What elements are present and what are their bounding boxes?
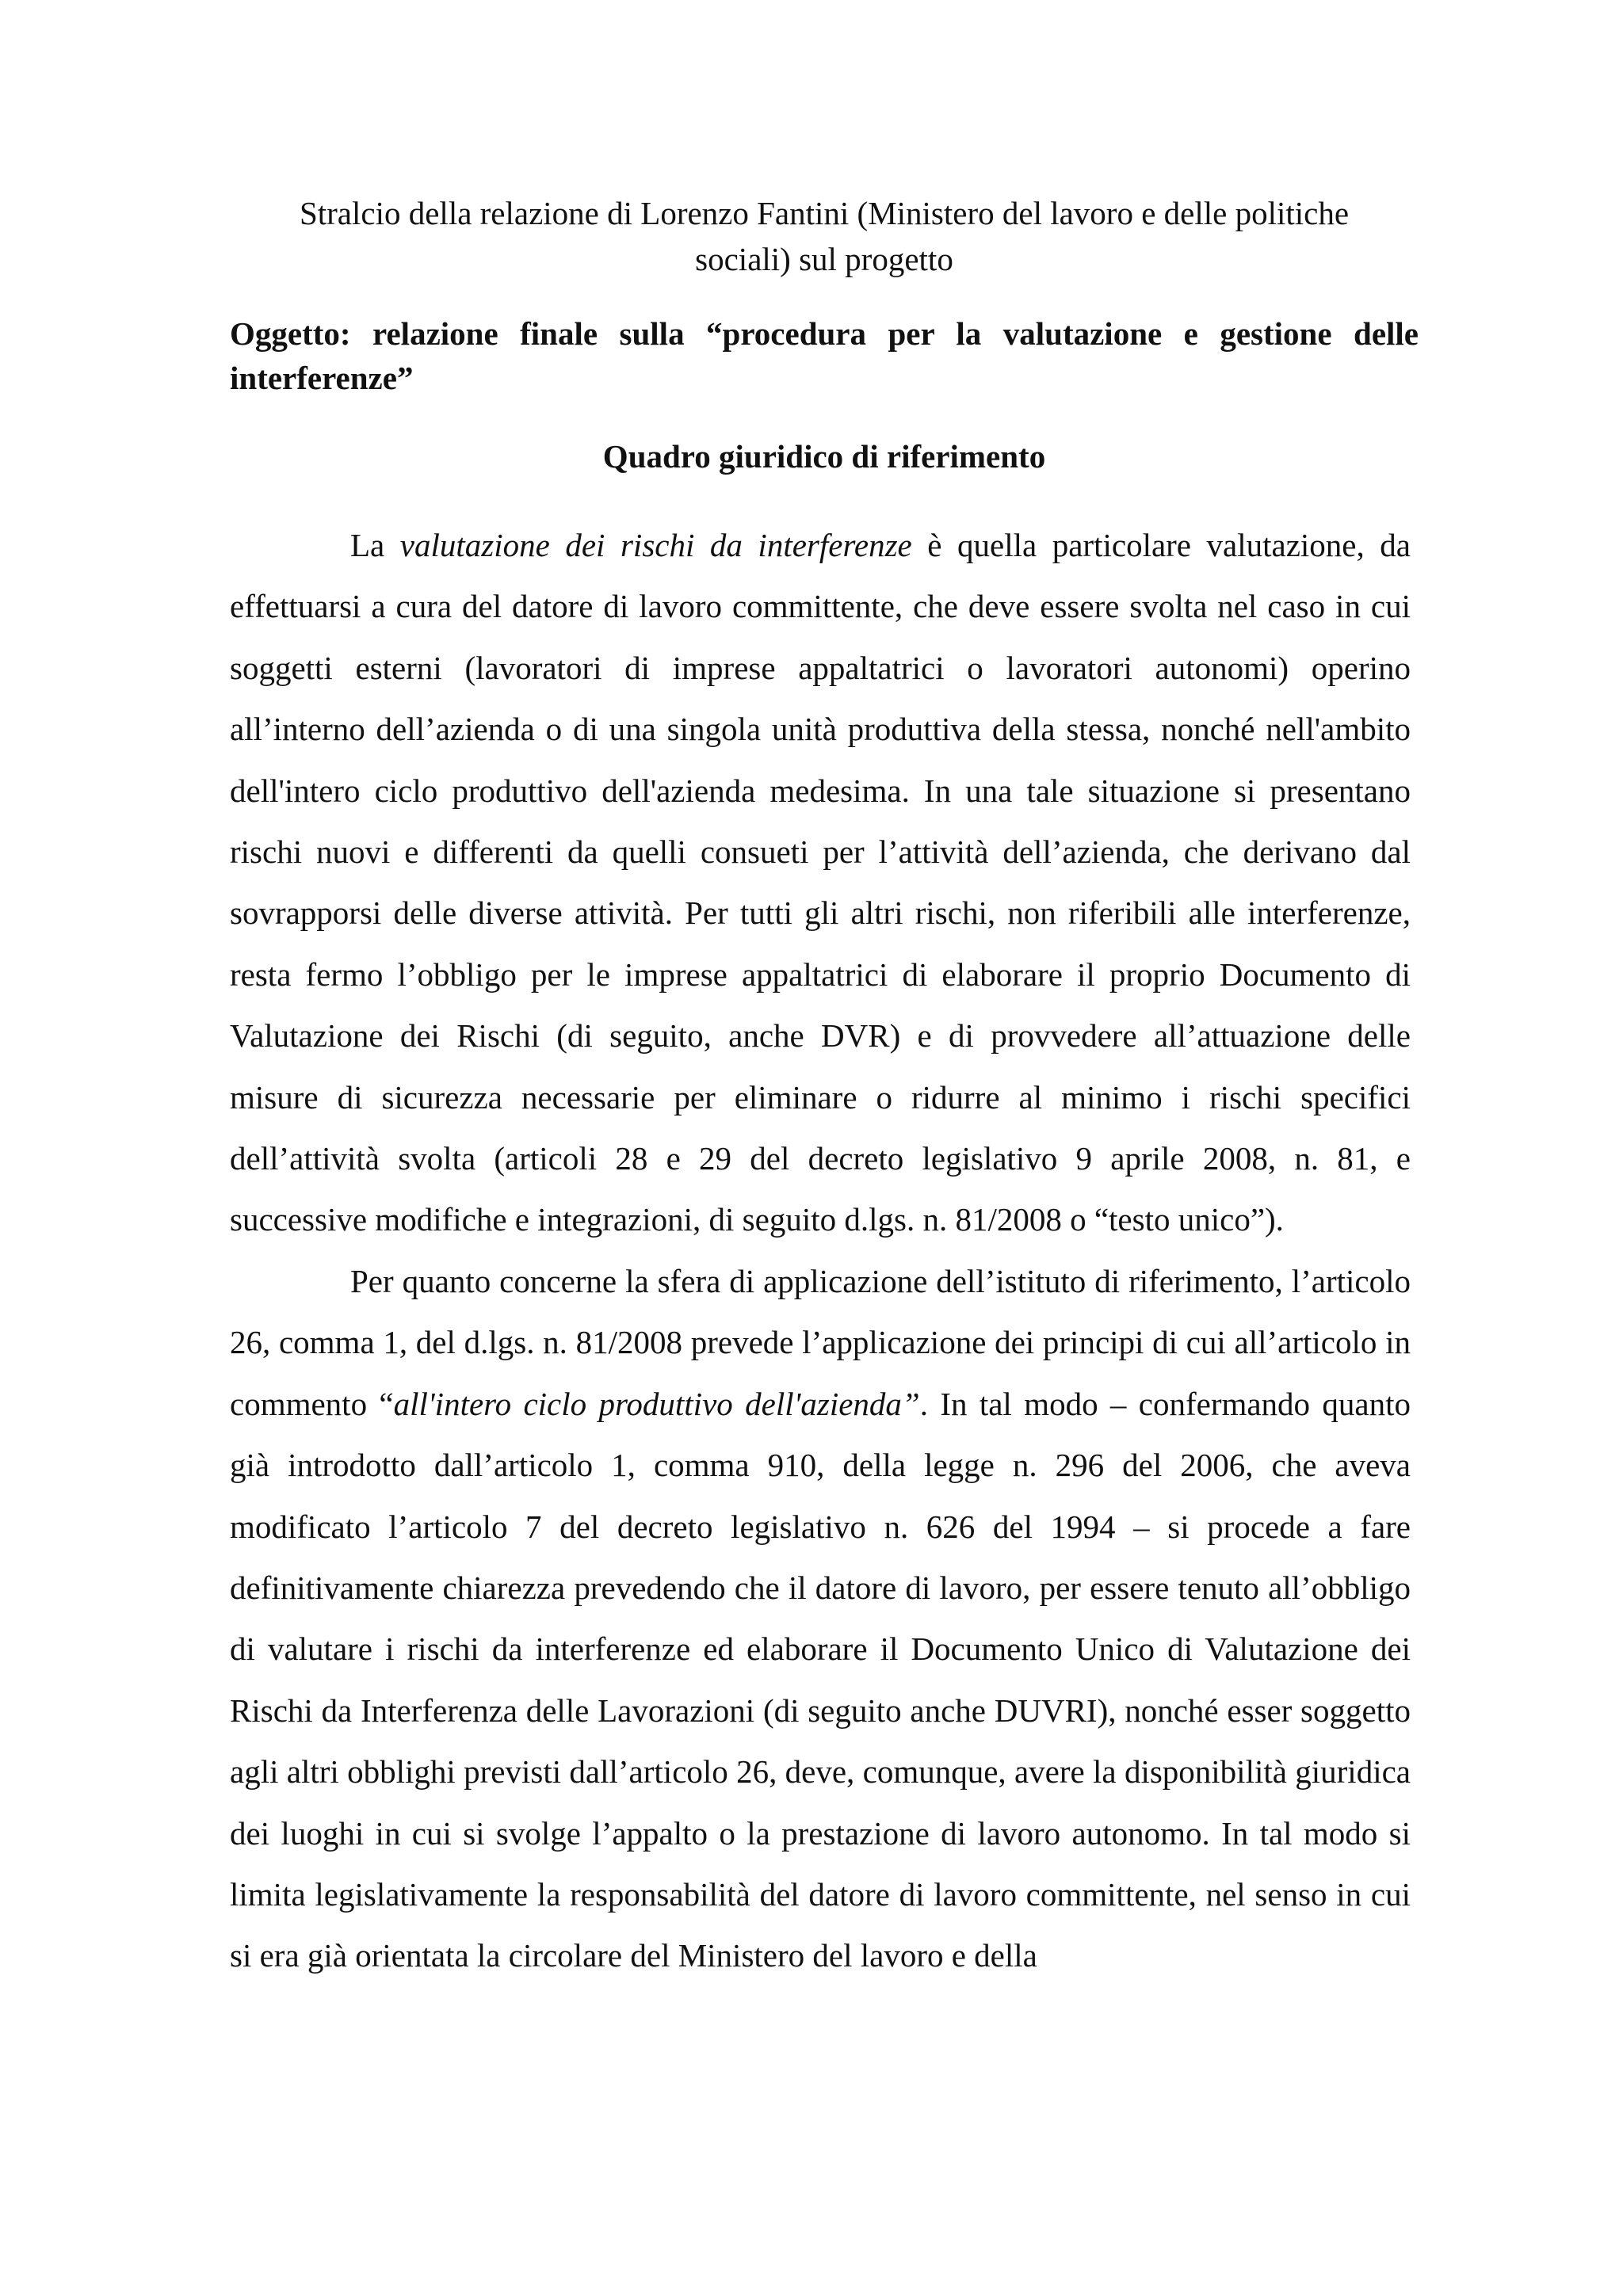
paragraph-1 xyxy=(230,515,1411,1251)
paragraph-1-lead: La xyxy=(350,527,400,563)
paragraph-2-emphasis: all'intero ciclo produttivo dell'azienda” xyxy=(393,1385,920,1422)
header-line-1: Stralcio della relazione di Lorenzo Fantini (Ministero del lavoro e delle politiche xyxy=(299,195,1350,231)
section-title: Quadro giuridico di riferimento xyxy=(602,438,1046,475)
paragraph-2-rest: . In tal modo – confermando quanto già introdotto dall’articolo 1, comma 910, della legge n. 296 del 2006, che aveva modificato l’articolo 7 del decreto legislativo n. 626 del 1994 – si procede a fare definitivamente chiarezza prevedendo che il datore di lavoro, per essere tenuto all’obbligo di valutare i rischi da interferenze ed elaborare il Documento Unico di Valutazione dei Rischi da Interferenza delle Lavorazioni (di seguito anche DUVRI), nonché esser soggetto agli altri obblighi previsti dall’articolo 26, deve, comunque, avere la disponibilità giuridica dei luoghi in cui si svolge l’appalto o la prestazione di lavoro autonomo. In tal modo si limita legislativamente la responsabilità del datore di lavoro committente, nel senso in cui si era già orientata la circolare del Ministero del lavoro e della xyxy=(230,1385,1411,1974)
paragraph-1-emphasis: valutazione dei rischi da interferenze xyxy=(399,527,912,563)
document-header xyxy=(230,190,1419,282)
paragraph-1-rest: è quella particolare valutazione, da effettuarsi a cura del datore di lavoro committente, che deve essere svolta nel caso in cui soggetti esterni (lavoratori di imprese appaltatrici o lavoratori autonomi) operino all’interno dell’azienda o di una singola unità produttiva della stessa, nonché nell'ambito dell'intero ciclo produttivo dell'azienda medesima. In una tale situazione si presentano rischi nuovi e differenti da quelli consueti per l’attività dell’azienda, che derivano dal sovrapporsi delle diverse attività. Per tutti gli altri rischi, non riferibili alle interferenze, resta fermo l’obbligo per le imprese appaltatrici di elaborare il proprio Documento di Valutazione dei Rischi (di seguito, anche DVR) e di provvedere all’attuazione delle misure di sicurezza necessarie per eliminare o ridurre al minimo i rischi specifici dell’attività svolta (articoli 28 e 29 del decreto legislativo 9 aprile 2008, n. 81, e successive modifiche e integrazioni, di seguito d.lgs. n. 81/2008 o “testo unico”). xyxy=(230,527,1411,1238)
paragraph-2-lead: Per quanto concerne la sfera di applicazione dell’istituto di riferimento, l’articolo 26, comma 1, del d.lgs. n. 81/2008 prevede l’applicazione dei principi di cui all’articolo in commento “ xyxy=(230,1262,1411,1422)
subject-heading: Oggetto: relazione finale sulla “procedura per la valutazione e gestione delle interferenze” xyxy=(230,315,1419,396)
paragraph-2 xyxy=(230,1251,1411,1987)
body-text xyxy=(230,515,1411,1987)
header-line-2: sociali) sul progetto xyxy=(695,241,953,277)
